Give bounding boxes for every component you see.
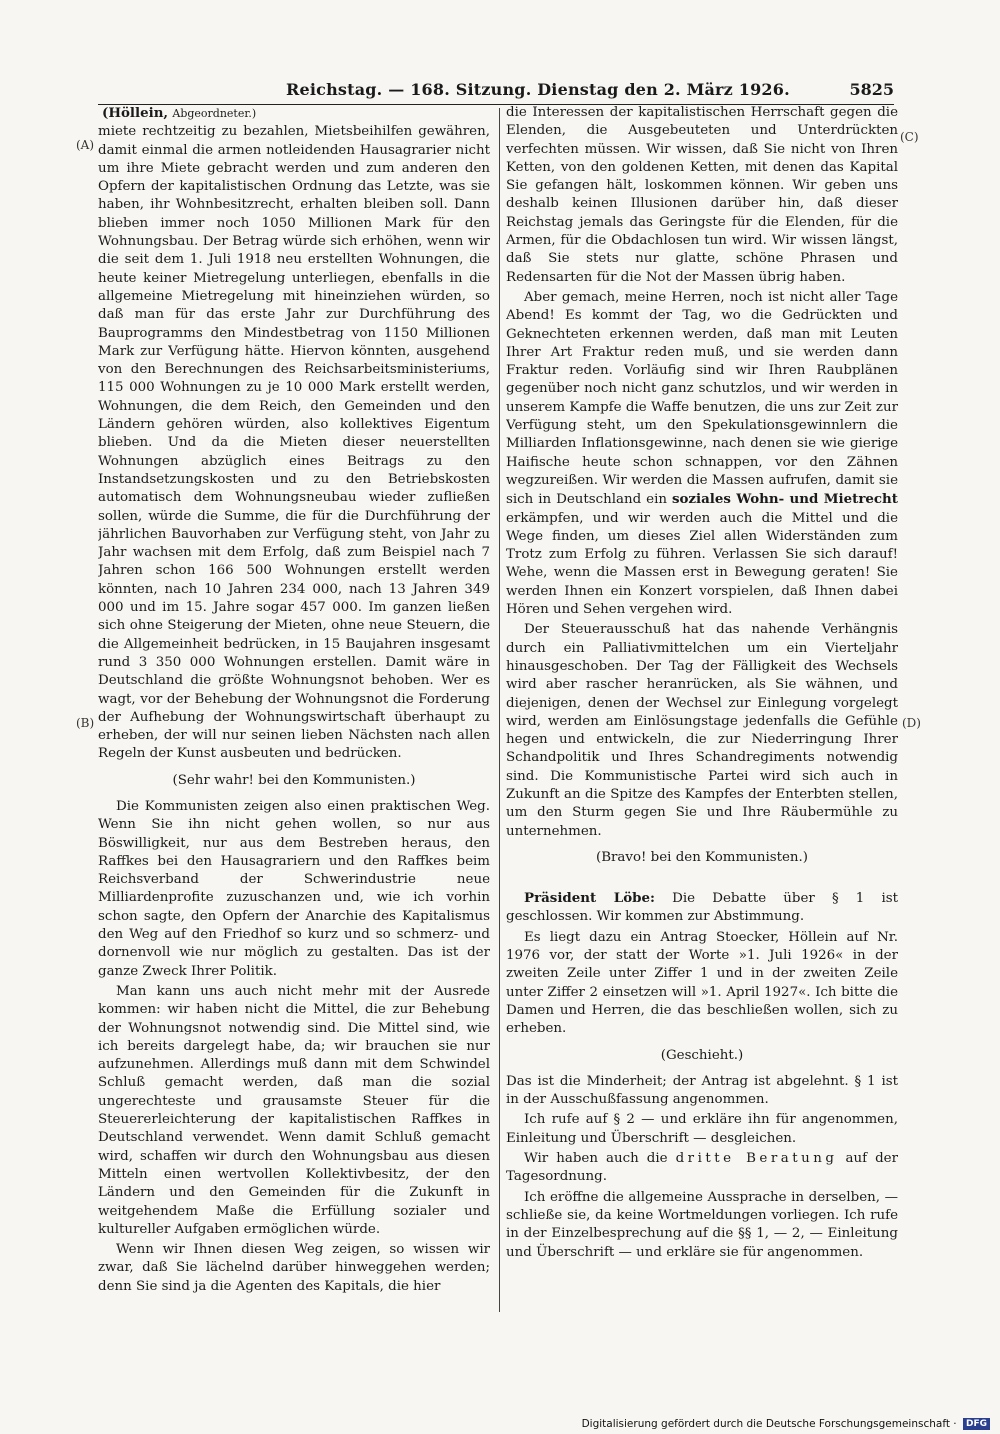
paragraph-text: auf der Tagesordnung. [506,1151,898,1185]
paragraph [506,1150,898,1187]
dfg-logo: DFG [963,1418,990,1430]
section-gap [506,875,898,889]
credit-text: Digitalisierung gefördert durch die Deutsche Forschungsgemeinschaft · [581,1418,957,1430]
paragraph: Das ist die Minderheit; der Antrag ist abgelehnt. § 1 ist in der Ausschußfassung angenommen. [506,1073,898,1108]
header-title: Reichstag. — 168. Sitzung. Dienstag den 2. März 1926. [286,80,790,99]
margin-marker-c: (C) [900,130,919,144]
president-paragraph [506,889,898,927]
paragraph: die Interessen der kapitalistischen Herrschaft gegen die Elenden, die Ausgebeuteten und Unterdrückten verfechten müssen. Wir wissen, daß Sie nicht von Ihren Ketten, von den goldenen Ketten, mit denen das Kapital Sie gefangen hält, loskommen können. Wir geben uns deshalb keinen Illusionen darüber hin, daß dieser Reichstag jemals das Geringste für die Elenden, für die Armen, für die Obdachlosen tun wird. Wir wissen längst, daß Sie stets nur glatte, schöne Phrasen und Redensarten für die Not der Massen übrig haben. [506,105,898,285]
margin-marker-b: (B) [76,716,95,730]
speaker-name: (Höllein, [102,105,169,121]
paragraph-text: Wir haben auch die [524,1151,668,1167]
running-header [98,78,894,105]
president-name: Präsident Löbe: [524,890,655,907]
spaced-emphasis: dritte Beratung [675,1151,838,1167]
interjection: (Sehr wahr! bei den Kommunisten.) [172,772,416,788]
paragraph-text: erkämpfen, und wir werden auch die Mittel und die Wege finden, um dieses Ziel allen Widerständen zum Trotz zum Erfolg zu führen. Verlassen Sie sich darauf! Wehe, wenn die Massen erst in Bewegung geraten! Sie werden Ihnen ein Konzert vorspielen, daß Ihnen dabei Hören und Sehen vergehen wird. [506,510,898,618]
right-column [506,104,898,1318]
paragraph: Der Steuerausschuß hat das nahende Verhängnis durch ein Palliativmittelchen um ein Vierteljahr hinausgeschoben. Der Tag der Fälligkeit des Wechsels wird aber rascher heranrücken, als Sie wähnen, und diejenigen, denen der Wechsel zur Einlegung vorgelegt wird, werden am Einlösungstage jedenfalls die Gefühle hegen und entwickeln, die zur Niederringung Ihrer Schandpolitik und Ihres Schandregiments notwendig sind. Die Kommunistische Partei wird sich auch in Zukunft an die Spitze des Kampfes der Enterbten stellen, um den Sturm gegen Sie und Ihre Räubermühle zu unternehmen. [506,622,898,839]
interjection: (Geschieht.) [660,1047,744,1063]
digitization-credit [582,1418,990,1430]
paragraph: miete rechtzeitig zu bezahlen, Mietsbeihilfen gewähren, damit einmal die armen notleidenden Hausagrarier nicht um ihre Miete gebracht werden und zum anderen den Opfern der kapitalistischen Ordnung das Letzte, was sie haben, ihr Wohnbesitzrecht, erhalten bleiben soll. Dann blieben immer noch 1050 Millionen Mark für den Wohnungsbau. Der Betrag würde sich erhöhen, wenn wir die seit dem 1. Juli 1918 neu erstellten Wohnungen, die heute keiner Mietregelung unterliegen, ebenfalls in die allgemeine Mietregelung mit hineinziehen würden, so daß man für das erste Jahr zur Durchführung des Bauprogramms den Mindestbetrag von 1150 Millionen Mark zur Verfügung hätte. Hiervon könnten, ausgehend von den Berechnungen des Reichsarbeitsministeriums, 115 000 Wohnungen zu je 10 000 Mark erstellt werden, Wohnungen, die dem Reich, den Gemeinden und den Ländern gehören würden, also kollektives Eigentum blieben. Und da die Mieten dieser neuerstellten Wohnungen abzüglich eines Beitrags zu den Instandsetzungskosten und zu den Betriebskosten automatisch dem Wohnungsneubau wieder zufließen sollen, würde die Summe, die für die Durchführung der jährlichen Bauvorhaben zur Verfügung steht, von Jahr zu Jahr wachsen mit dem Erfolg, daß zum Beispiel nach 7 Jahren schon 166 500 Wohnungen erstellt werden könnten, nach 10 Jahren 234 000, nach 13 Jahren 349 000 und im 15. Jahre sogar 457 000. Im ganzen ließen sich ohne Steigerung der Mieten, ohne neue Steuern, die die Allgemeinheit bedrücken, in 15 Baujahren insgesamt rund 3 350 000 Wohnungen erstellen. Damit wäre in Deutschland die größte Wohnungsnot behoben. Wer es wagt, vor der Behebung der Wohnungsnot die Forderung der Aufhebung der Wohnungswirtschaft überhaupt zu erheben, der will nur seinen lieben Nächsten nach allen Regeln der Kunst ausbeuten und bedrücken. [98,124,490,762]
paragraph-text: Die Debatte über § 1 ist geschlossen. Wir kommen zur Abstimmung. [506,891,898,925]
column-divider [499,108,500,1312]
emphasis-text: soziales Wohn- und Mietrecht [671,491,898,508]
margin-marker-d: (D) [902,716,921,730]
paragraph: Es liegt dazu ein Antrag Stoecker, Höllein auf Nr. 1976 vor, der statt der Worte »1. Juli 1926« in der zweiten Zeile unter Ziffer 1 und in der zweiten Zeile unter Ziffer 2 einsetzen will »1. April 1927«. Ich bitte die Damen und Herren, die das beschließen wollen, sich zu erheben. [506,929,898,1037]
paragraph: Ich rufe auf § 2 — und erkläre ihn für angenommen, Einleitung und Überschrift — desgleichen. [506,1112,898,1146]
page-number: 5825 [849,80,894,99]
paragraph: Ich eröffne die allgemeine Aussprache in derselben, — schließe sie, da keine Wortmeldungen vorliegen. Ich rufe in der Einzelbesprechung auf die §§ 1, — 2, — Einleitung und Überschrift — und erkläre sie für angenommen. [506,1189,898,1260]
margin-marker-a: (A) [76,138,95,152]
paragraph: Man kann uns auch nicht mehr mit der Ausrede kommen: wir haben nicht die Mittel, die zur Behebung der Wohnungsnot notwendig sind. Die Mittel sind, wie ich bereits dargelegt habe, da; wir brauchen sie nur aufzunehmen. Allerdings muß dann mit dem Schwindel Schluß gemacht werden, daß man die sozial ungerechteste und grausamste Steuer für die Steuererleichterung der kapitalistischen Raffkes in Deutschland verwendet. Wenn damit Schluß gemacht wird, schaffen wir durch den Wohnungsbau aus diesen Mitteln einen wertvollen Kollektivbesitz, der den Ländern und den Gemeinden für die Zukunft in weitgehendem Maße die Erfüllung sozialer und kultureller Aufgaben ermöglichen würde. [98,983,490,1237]
paragraph [506,289,898,619]
left-column [98,104,490,1318]
speaker-heading [102,104,490,123]
paragraph: Wenn wir Ihnen diesen Weg zeigen, so wissen wir zwar, daß Sie lächelnd darüber hinweggehen werden; denn Sie sind ja die Agenten des Kapitals, die hier [98,1242,490,1294]
speaker-role: Abgeordneter.) [172,107,257,120]
paragraph: Die Kommunisten zeigen also einen praktischen Weg. Wenn Sie ihn nicht gehen wollen, so nur aus Böswilligkeit, nur aus dem Bestreben heraus, den Raffkes bei den Hausagrariern und den Raffkes beim Reichsverband der Schwerindustrie neue Milliardenprofite zuzuschanzen und, wie ich vorhin schon sagte, den Opfern der Anarchie des Kapitalismus den Weg auf den Friedhof so kurz und so schmerz- und dornenvoll wie nur möglich zu gestalten. Das ist der ganze Zweck Ihrer Politik. [98,798,490,979]
paragraph-text: Aber gemach, meine Herren, noch ist nicht aller Tage Abend! Es kommt der Tag, wo die Gedrückten und Geknechteten erkennen werden, daß man mit Leuten Ihrer Art Fraktur reden muß, und sie werden dann Fraktur reden. Vorläufig sind wir Ihren Raubplänen gegenüber noch nicht ganz schutzlos, und wir werden in unserem Kampfe die Waffe benutzen, die uns zur Zeit zur Verfügung steht, um den Spekulationsgewinnlern die Milliarden Inflationsgewinne, nach denen sie wie gierige Haifische heute schon schnappen, vor den Zähnen wegzureißen. Wir werden die Massen aufrufen, damit sie sich in Deutschland ein [506,289,898,508]
interjection: (Bravo! bei den Kommunisten.) [595,849,809,865]
